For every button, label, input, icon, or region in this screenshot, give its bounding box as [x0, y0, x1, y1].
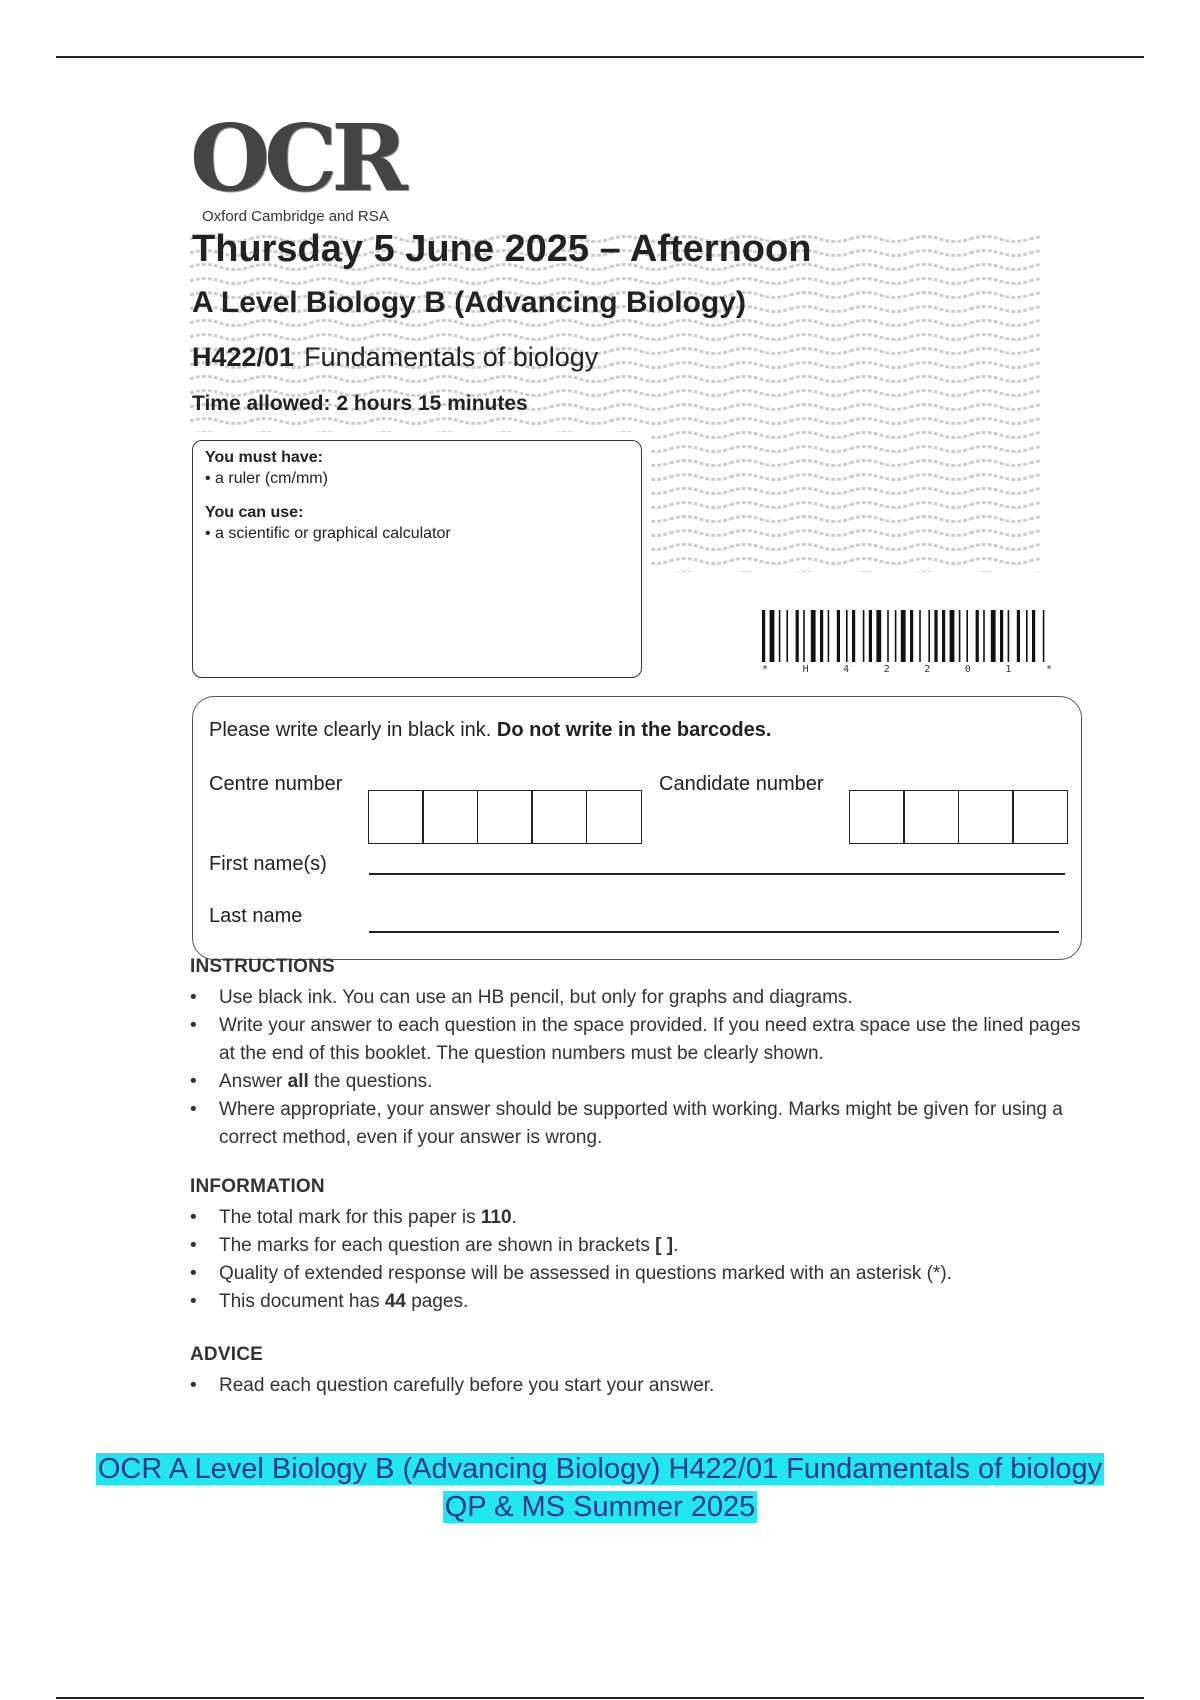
must-have-label: You must have: [205, 449, 323, 466]
information-item: • The marks for each question are shown in brackets [ ]. [190, 1232, 1090, 1260]
candidate-digit-box[interactable] [903, 790, 959, 844]
barcode-bar [1017, 610, 1020, 662]
logo-subtitle: Oxford Cambridge and RSA [202, 208, 389, 225]
barcode-bar [837, 610, 840, 662]
top-rule [56, 56, 1144, 58]
barcode-bar [928, 610, 930, 662]
logo-mark: OCR [190, 104, 402, 212]
barcode-digit: 2 [883, 664, 890, 675]
paper-title: Fundamentals of biology [304, 342, 599, 372]
barcode-digit: 1 [1005, 664, 1012, 675]
barcode-bar [934, 610, 937, 662]
candidate-details-box [192, 696, 1082, 960]
must-have-box [192, 440, 642, 678]
advice-heading: ADVICE [190, 1344, 263, 1365]
centre-number-boxes[interactable] [369, 790, 642, 844]
barcode-bar [770, 610, 775, 662]
barcode-bar [796, 610, 799, 662]
barcode-digit: * [1045, 664, 1052, 675]
barcode-bar [895, 610, 897, 662]
barcode-digit: 2 [924, 664, 931, 675]
information-item: • Quality of extended response will be assessed in questions marked with an asterisk (*). [190, 1260, 1090, 1288]
can-use-item: • a scientific or graphical calculator [205, 525, 451, 542]
barcode-bar [1000, 610, 1003, 662]
barcode-bar [1043, 610, 1045, 662]
candidate-digit-box[interactable] [849, 790, 905, 844]
barcode-bar [887, 610, 889, 662]
bottom-rule [56, 1697, 1144, 1699]
first-name-label: First name(s) [209, 853, 327, 875]
ink-instruction [209, 719, 771, 742]
barcode-bar [811, 610, 816, 662]
instruction-item: • Write your answer to each question in the space provided. If you need extra space use the lined pages at the end of this booklet. The question numbers must be clearly shown. [190, 1012, 1090, 1068]
information-item: • The total mark for this paper is 110. [190, 1204, 1090, 1232]
candidate-number-label: Candidate number [659, 773, 824, 795]
centre-digit-box[interactable] [422, 790, 478, 844]
barcode-bar [846, 610, 848, 662]
ink-text: Please write clearly in black ink. [209, 719, 492, 741]
centre-number-label: Centre number [209, 773, 343, 795]
barcode-bar [820, 610, 823, 662]
barcode-digit: 0 [964, 664, 971, 675]
ink-bold-text: Do not write in the barcodes. [496, 719, 772, 741]
centre-digit-box[interactable] [586, 790, 642, 844]
exam-subject: A Level Biology B (Advancing Biology) [192, 286, 746, 319]
barcode-bar [991, 610, 996, 662]
centre-digit-box[interactable] [368, 790, 424, 844]
banner-line-2: QP & MS Summer 2025 [444, 1491, 756, 1523]
barcode-bar [863, 610, 865, 662]
barcode-bar [852, 610, 855, 662]
barcode-bar [803, 610, 805, 662]
barcode-bar [762, 610, 765, 662]
barcode-bar [786, 610, 788, 662]
information-section [190, 1176, 1090, 1316]
candidate-digit-box[interactable] [958, 790, 1014, 844]
centre-digit-box[interactable] [477, 790, 533, 844]
barcode-digit: 4 [843, 664, 850, 675]
barcode-bar [876, 610, 881, 662]
barcode-bar [966, 610, 968, 662]
instructions-section [190, 956, 1090, 1152]
barcode-digit: * [762, 664, 769, 675]
highlighted-banner [0, 1450, 1200, 1526]
barcode-digits [762, 664, 1052, 675]
time-allowed: Time allowed: 2 hours 15 minutes [192, 392, 528, 415]
candidate-number-boxes[interactable] [850, 790, 1068, 844]
barcode-bar [950, 610, 955, 662]
must-have-item: • a ruler (cm/mm) [205, 470, 328, 487]
advice-section [190, 1344, 1090, 1400]
last-name-line[interactable] [369, 931, 1059, 933]
candidate-digit-box[interactable] [1012, 790, 1068, 844]
information-item: • This document has 44 pages. [190, 1288, 1090, 1316]
barcode-bar [901, 610, 906, 662]
instructions-heading: INSTRUCTIONS [190, 956, 335, 977]
can-use-label: You can use: [205, 504, 304, 521]
barcode-bar [779, 610, 781, 662]
barcode-bar [1032, 610, 1035, 662]
barcode-bar [828, 610, 830, 662]
instruction-item: • Use black ink. You can use an HB pencil, but only for graphs and diagrams. [190, 984, 1090, 1012]
barcode-bar [910, 610, 913, 662]
barcode-bar [983, 610, 985, 662]
paper-code: H422/01 [192, 342, 295, 372]
barcode-digit: H [802, 664, 809, 675]
centre-digit-box[interactable] [531, 790, 587, 844]
advice-item: • Read each question carefully before you start your answer. [190, 1372, 1090, 1400]
barcode-bar [959, 610, 961, 662]
barcode-bar [869, 610, 872, 662]
instruction-item: • Where appropriate, your answer should be supported with working. Marks might be given for using a correct method, even if your answer is wrong. [190, 1096, 1090, 1152]
information-heading: INFORMATION [190, 1176, 325, 1197]
banner-line-1: OCR A Level Biology B (Advancing Biology) H422/01 Fundamentals of biology [97, 1453, 1103, 1485]
instruction-item: • Answer all the questions. [190, 1068, 1090, 1096]
paper-code-title [192, 342, 598, 373]
barcode-bar [976, 610, 979, 662]
ocr-logo [190, 104, 402, 225]
barcode-bar [1026, 610, 1028, 662]
first-name-line[interactable] [369, 873, 1065, 875]
barcode-bar [942, 610, 945, 662]
barcode-bar [1008, 610, 1010, 662]
barcode-bar [919, 610, 921, 662]
last-name-label: Last name [209, 905, 303, 927]
barcode [762, 610, 1052, 672]
exam-date: Thursday 5 June 2025 – Afternoon [192, 228, 812, 270]
